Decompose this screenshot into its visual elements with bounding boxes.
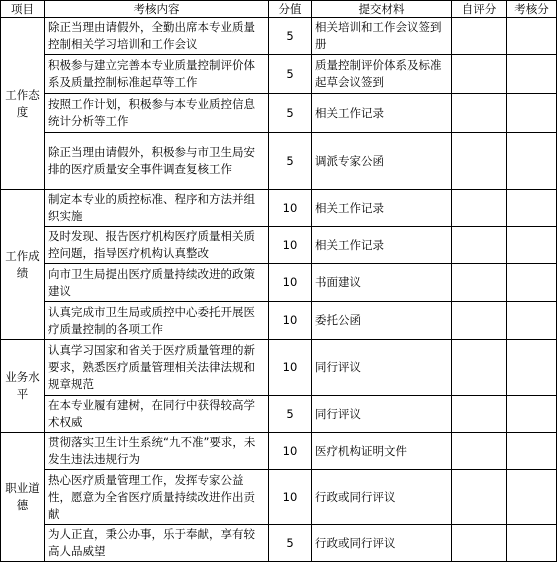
table-row [1, 396, 557, 433]
score-cell: 5 [269, 133, 312, 190]
content-cell: 贯彻落实卫生计生系统“九不准”要求，未发生违法违规行为 [45, 433, 269, 470]
content-cell: 为人正直，秉公办事，乐于奉献，享有较高人品威望 [45, 525, 269, 562]
header-row [1, 1, 557, 18]
audit-score-cell[interactable] [507, 302, 557, 340]
content-cell: 认真学习国家和省关于医疗质量管理的新要求，熟悉医疗质量管理相关法律法规和规章规范 [45, 340, 269, 396]
self-score-cell[interactable] [452, 264, 507, 302]
table-row [1, 94, 557, 133]
audit-score-cell[interactable] [507, 525, 557, 562]
header-audit-score: 考核分 [507, 1, 557, 18]
table-row [1, 264, 557, 302]
audit-score-cell[interactable] [507, 470, 557, 525]
self-score-cell[interactable] [452, 18, 507, 55]
materials-cell: 同行评议 [312, 340, 452, 396]
materials-cell: 书面建议 [312, 264, 452, 302]
materials-cell: 同行评议 [312, 396, 452, 433]
self-score-cell[interactable] [452, 190, 507, 227]
header-score: 分值 [269, 1, 312, 18]
score-cell: 5 [269, 55, 312, 94]
materials-cell: 调派专家公函 [312, 133, 452, 190]
audit-score-cell[interactable] [507, 18, 557, 55]
self-score-cell[interactable] [452, 470, 507, 525]
header-item: 项目 [1, 1, 45, 18]
content-cell: 制定本专业的质控标准、程序和方法并组织实施 [45, 190, 269, 227]
content-cell: 在本专业履有建树，在同行中获得较高学术权威 [45, 396, 269, 433]
header-self-score: 自评分 [452, 1, 507, 18]
score-cell: 5 [269, 525, 312, 562]
score-cell: 10 [269, 190, 312, 227]
materials-cell: 相关工作记录 [312, 190, 452, 227]
materials-cell: 质量控制评价体系及标准起草会议签到 [312, 55, 452, 94]
self-score-cell[interactable] [452, 94, 507, 133]
category-cell: 工作成绩 [1, 190, 45, 340]
content-cell: 及时发现、报告医疗机构医疗质量相关质控问题，指导医疗机构认真整改 [45, 227, 269, 264]
score-cell: 5 [269, 94, 312, 133]
audit-score-cell[interactable] [507, 396, 557, 433]
table-row [1, 55, 557, 94]
self-score-cell[interactable] [452, 396, 507, 433]
audit-score-cell[interactable] [507, 264, 557, 302]
materials-cell: 相关培训和工作会议签到册 [312, 18, 452, 55]
table-row [1, 302, 557, 340]
score-cell: 10 [269, 433, 312, 470]
table-row [1, 525, 557, 562]
audit-score-cell[interactable] [507, 55, 557, 94]
materials-cell: 相关工作记录 [312, 227, 452, 264]
score-cell: 5 [269, 18, 312, 55]
table-row [1, 133, 557, 190]
score-cell: 5 [269, 396, 312, 433]
audit-score-cell[interactable] [507, 433, 557, 470]
score-cell: 10 [269, 227, 312, 264]
table-row [1, 340, 557, 396]
materials-cell: 行政或同行评议 [312, 470, 452, 525]
self-score-cell[interactable] [452, 55, 507, 94]
content-cell: 按照工作计划，积极参与本专业质控信息统计分析等工作 [45, 94, 269, 133]
self-score-cell[interactable] [452, 227, 507, 264]
table-row [1, 470, 557, 525]
content-cell: 向市卫生局提出医疗质量持续改进的政策建议 [45, 264, 269, 302]
audit-score-cell[interactable] [507, 190, 557, 227]
category-cell: 职业道德 [1, 433, 45, 562]
header-materials: 提交材料 [312, 1, 452, 18]
materials-cell: 委托公函 [312, 302, 452, 340]
content-cell: 除正当理由请假外，全勤出席本专业质量控制相关学习培训和工作会议 [45, 18, 269, 55]
table-row [1, 190, 557, 227]
header-content: 考核内容 [45, 1, 269, 18]
self-score-cell[interactable] [452, 340, 507, 396]
content-cell: 除正当理由请假外，积极参与市卫生局安排的医疗质量安全事件调查复核工作 [45, 133, 269, 190]
content-cell: 认真完成市卫生局或质控中心委托开展医疗质量控制的各项工作 [45, 302, 269, 340]
audit-score-cell[interactable] [507, 227, 557, 264]
audit-score-cell[interactable] [507, 94, 557, 133]
self-score-cell[interactable] [452, 302, 507, 340]
materials-cell: 医疗机构证明文件 [312, 433, 452, 470]
table-row [1, 227, 557, 264]
score-cell: 10 [269, 340, 312, 396]
score-cell: 10 [269, 302, 312, 340]
audit-score-cell[interactable] [507, 340, 557, 396]
score-cell: 10 [269, 470, 312, 525]
materials-cell: 相关工作记录 [312, 94, 452, 133]
table-row [1, 433, 557, 470]
self-score-cell[interactable] [452, 525, 507, 562]
category-cell: 工作态度 [1, 18, 45, 190]
self-score-cell[interactable] [452, 133, 507, 190]
category-cell: 业务水平 [1, 340, 45, 433]
self-score-cell[interactable] [452, 433, 507, 470]
score-cell: 10 [269, 264, 312, 302]
table-row [1, 18, 557, 55]
audit-score-cell[interactable] [507, 133, 557, 190]
content-cell: 热心医疗质量管理工作，发挥专家公益性，愿意为全省医疗质量持续改进作出贡献 [45, 470, 269, 525]
materials-cell: 行政或同行评议 [312, 525, 452, 562]
content-cell: 积极参与建立完善本专业质量控制评价体系及质量控制标准起草等工作 [45, 55, 269, 94]
